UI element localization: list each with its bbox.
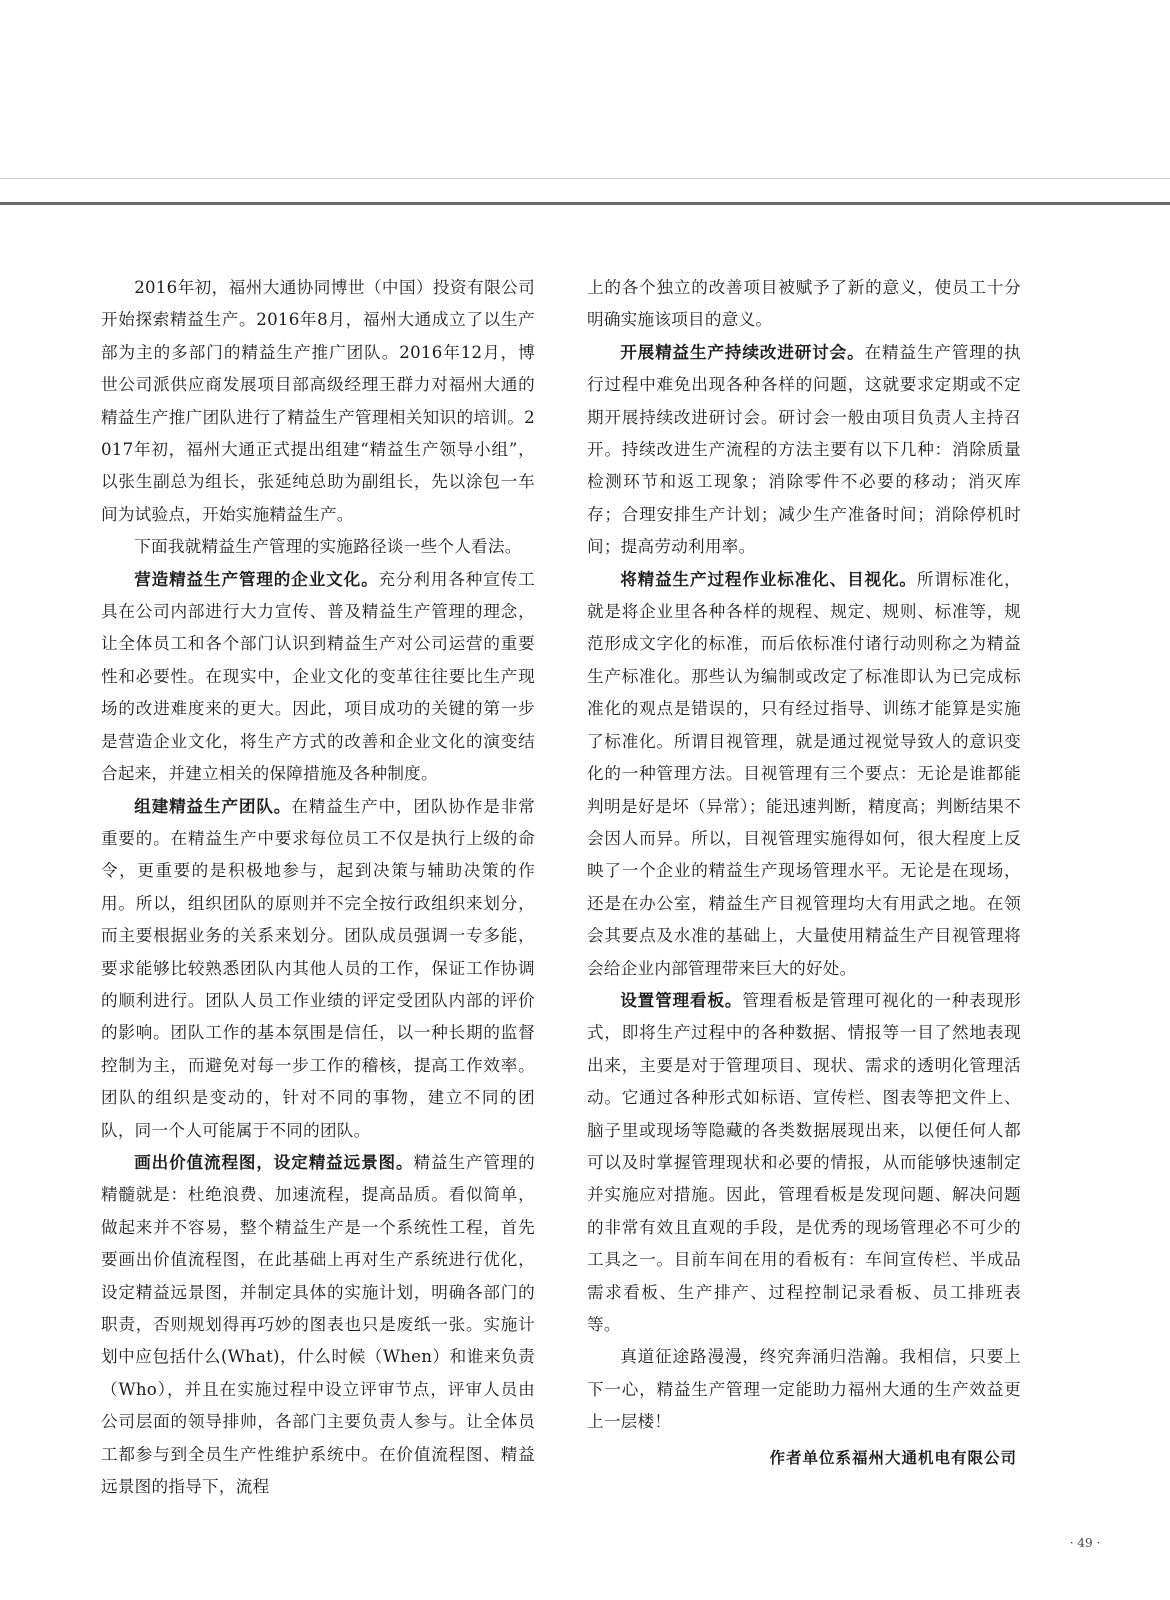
header-rule-thin bbox=[0, 178, 1170, 179]
paragraph-corporate-culture bbox=[101, 564, 535, 791]
paragraph-standardization bbox=[587, 564, 1021, 985]
section-heading-kanban: 设置管理看板。 bbox=[620, 990, 743, 1010]
section-body-corporate-culture: 充分利用各种宣传工具在公司内部进行大力宣传、普及精益生产管理的理念，让全体员工和各个部门认识到精益生产对公司运营的重要性和必要性。在现实中，企业文化的变革往往要比生产现场的改进难度来的更大。因此，项目成功的关键的第一步是营造企业文化，将生产方式的改善和企业文化的演变结合起来，并建立相关的保障措施及各种制度。 bbox=[101, 569, 535, 784]
section-heading-standardization: 将精益生产过程作业标准化、目视化。 bbox=[620, 569, 917, 589]
section-heading-corporate-culture: 营造精益生产管理的企业文化。 bbox=[134, 569, 379, 589]
section-body-value-stream: 精益生产管理的精髓就是：杜绝浪费、加速流程，提高品质。看似简单，做起来并不容易，整个精益生产是一个系统性工程，首先要画出价值流程图，在此基础上再对生产系统进行优化，设定精益远景图，并制定具体的实施计划，明确各部门的职责，否则规划得再巧妙的图表也只是废纸一张。实施计划中应包括什么(What)，什么时候（When）和谁来负责（Who），并且在实施过程中设立评审节点，评审人员由公司层面的领导排帅，各部门主要负责人参与。让全体员工都参与到全员生产性维护系统中。在价值流程图、精益远景图的指导下，流程 bbox=[101, 1152, 535, 1497]
paragraph-team bbox=[101, 791, 535, 1147]
author-affiliation: 作者单位系福州大通机电有限公司 bbox=[769, 1447, 1017, 1467]
section-body-kanban: 管理看板是管理可视化的一种表现形式，即将生产过程中的各种数据、情报等一目了然地表现出来，主要是对于管理项目、现状、需求的透明化管理活动。它通过各种形式如标语、宣传栏、图表等把文件上、脑子里或现场等隐藏的各类数据展现出来，以便任何人都可以及时掌握管理现状和必要的情报，从而能够快速制定并实施应对措施。因此，管理看板是发现问题、解决问题的非常有效且直观的手段，是优秀的现场管理必不可少的工具之一。目前车间在用的看板有：车间宣传栏、半成品需求看板、生产排产、过程控制记录看板、员工排班表等。 bbox=[587, 990, 1021, 1334]
header-rule-thick bbox=[0, 202, 1170, 205]
paragraph-value-stream-continued: 上的各个独立的改善项目被赋予了新的意义，使员工十分明确实施该项目的意义。 bbox=[587, 278, 1021, 330]
section-heading-team: 组建精益生产团队。 bbox=[134, 796, 292, 816]
page-number: · 49 · bbox=[1069, 1536, 1101, 1550]
paragraph-conclusion: 真道征途路漫漫，终究奔涌归浩瀚。我相信，只要上下一心，精益生产管理一定能助力福州大通的生产效益更上一层楼！ bbox=[587, 1347, 1021, 1432]
article-column-left bbox=[101, 272, 535, 1503]
section-body-improvement-seminar: 在精益生产管理的执行过程中难免出现各种各样的问题，这就要求定期或不定期开展持续改进研讨会。研讨会一般由项目负责人主持召开。持续改进生产流程的方法主要有以下几种：消除质量检测环节和返工现象；消除零件不必要的移动；消灭库存；合理安排生产计划；减少生产准备时间；消除停机时间；提高劳动利用率。 bbox=[587, 342, 1021, 557]
paragraph-intro: 2016年初，福州大通协同博世（中国）投资有限公司开始探索精益生产。2016年8月，福州大通成立了以生产部为主的多部门的精益生产推广团队。2016年12月，博世公司派供应商发展项目部高级经理王群力对福州大通的精益生产推广团队进行了精益生产管理相关知识的培训。2017年初，福州大通正式提出组建“精益生产领导小组”，以张生副总为组长，张延纯总助为副组长，先以涂包一车间为试验点，开始实施精益生产。 bbox=[101, 278, 535, 524]
paragraph-value-stream bbox=[101, 1147, 535, 1503]
section-body-standardization: 所谓标准化，就是将企业里各种各样的规程、规定、规则、标准等，规范形成文字化的标准，而后依标准付诸行动则称之为精益生产标准化。那些认为编制或改定了标准即认为已完成标准化的观点是错误的，只有经过指导、训练才能算是实施了标准化。所谓目视管理，就是通过视觉导致人的意识变化的一种管理方法。目视管理有三个要点：无论是谁都能判明是好是坏（异常）；能迅速判断，精度高；判断结果不会因人而异。所以，目视管理实施得如何，很大程度上反映了一个企业的精益生产现场管理水平。无论是在现场，还是在办公室，精益生产目视管理均大有用武之地。在领会其要点及水准的基础上，大量使用精益生产目视管理将会给企业内部管理带来巨大的好处。 bbox=[587, 569, 1021, 978]
section-heading-improvement-seminar: 开展精益生产持续改进研讨会。 bbox=[620, 342, 865, 362]
article-column-right bbox=[587, 272, 1021, 1473]
section-body-team: 在精益生产中，团队协作是非常重要的。在精益生产中要求每位员工不仅是执行上级的命令，更重要的是积极地参与，起到决策与辅助决策的作用。所以，组织团队的原则并不完全按行政组织来划分，而主要根据业务的关系来划分。团队成员强调一专多能，要求能够比较熟悉团队内其他人员的工作，保证工作协调的顺利进行。团队人员工作业绩的评定受团队内部的评价的影响。团队工作的基本氛围是信任，以一种长期的监督控制为主，而避免对每一步工作的稽核，提高工作效率。团队的组织是变动的，针对不同的事物，建立不同的团队，同一个人可能属于不同的团队。 bbox=[101, 796, 535, 1140]
section-heading-value-stream: 画出价值流程图，设定精益远景图。 bbox=[134, 1152, 414, 1172]
paragraph-improvement-seminar bbox=[587, 337, 1021, 564]
paragraph-kanban bbox=[587, 985, 1021, 1341]
paragraph-overview: 下面我就精益生产管理的实施路径谈一些个人看法。 bbox=[134, 537, 522, 557]
